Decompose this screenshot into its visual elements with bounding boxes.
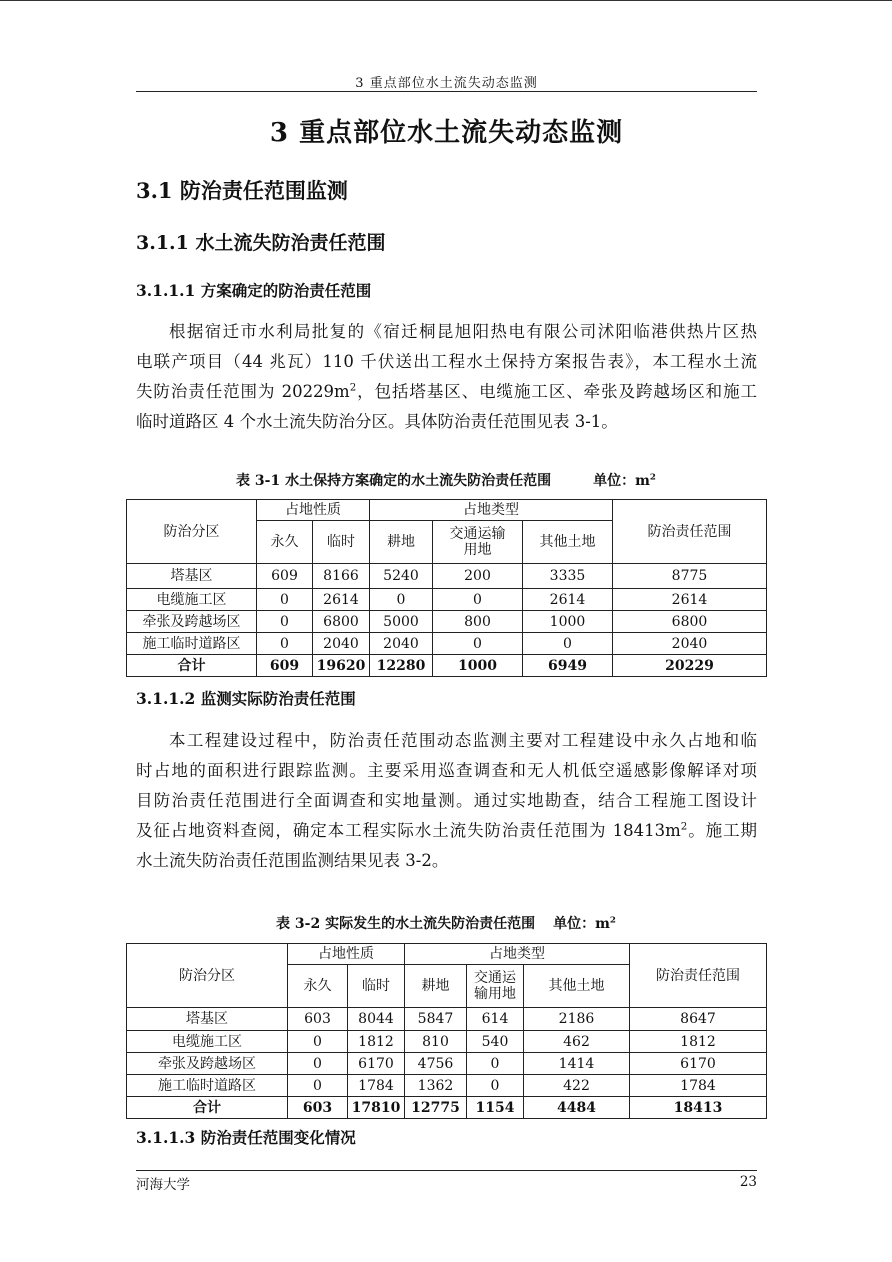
table-row (127, 633, 767, 655)
caption-unit: 单位：m (593, 473, 650, 489)
cell: 2040 (370, 633, 433, 655)
cell: 8166 (313, 564, 370, 589)
cell: 2614 (523, 589, 613, 611)
cell: 2614 (613, 589, 767, 611)
cell: 8775 (613, 564, 767, 589)
cell: 8647 (630, 1008, 767, 1031)
paragraph-line (136, 377, 757, 407)
paragraph-line: 水土流失防治责任范围监测结果见表 3-2。 (136, 851, 449, 870)
header-land-nature: 占地性质 (257, 500, 370, 521)
text-run: 及征占地资料查阅，确定本工程实际水土流失防治责任范围为 18413m (136, 821, 681, 840)
cell: 5240 (370, 564, 433, 589)
text-run: ，包括塔基区、电缆施工区、牵张及跨越场区和施工 (356, 382, 757, 401)
footer-rule (136, 1170, 757, 1171)
table-row (127, 611, 767, 633)
header-text: 交通运输 (449, 526, 506, 542)
header-farmland: 耕地 (370, 521, 433, 564)
section-heading-3-1-1-1: 3.1.1.1 方案确定的防治责任范围 (136, 281, 372, 300)
cell: 牵张及跨越场区 (127, 1053, 288, 1075)
header-text: 交通运 (474, 970, 516, 986)
cell: 614 (467, 1008, 524, 1031)
cell: 0 (467, 1075, 524, 1097)
table-row (127, 1075, 767, 1097)
cell: 6170 (348, 1053, 405, 1075)
paragraph-actual-scope (136, 726, 757, 876)
table-row (127, 1053, 767, 1075)
paragraph-line: 本工程建设过程中，防治责任范围动态监测主要对工程建设中永久占地和临 (169, 731, 757, 750)
cell: 609 (257, 655, 313, 677)
cell: 540 (467, 1031, 524, 1053)
superscript: 2 (649, 472, 656, 483)
cell: 8044 (348, 1008, 405, 1031)
header-text: 用地 (463, 542, 492, 558)
cell: 200 (433, 564, 523, 589)
cell: 施工临时道路区 (127, 1075, 288, 1097)
cell: 0 (433, 633, 523, 655)
header-other-land: 其他土地 (524, 965, 630, 1008)
cell: 0 (370, 589, 433, 611)
footer-institution: 河海大学 (136, 1177, 190, 1193)
cell: 12280 (370, 655, 433, 677)
table-3-2 (126, 943, 767, 1119)
cell: 0 (467, 1053, 524, 1075)
cell: 0 (257, 611, 313, 633)
cell: 1784 (348, 1075, 405, 1097)
header-responsibility-range: 防治责任范围 (630, 944, 767, 1008)
chapter-title: 3 重点部位水土流失动态监测 (269, 118, 624, 148)
table-caption-3-1 (126, 470, 766, 490)
top-border (0, 0, 892, 1)
cell: 4756 (405, 1053, 467, 1075)
paragraph-line: 时占地的面积进行跟踪监测。主要采用巡查调查和无人机低空遥感影像解译对项 (136, 761, 757, 780)
cell: 18413 (630, 1097, 767, 1119)
header-permanent: 永久 (257, 521, 313, 564)
section-heading-3-1-1: 3.1.1 水土流失防治责任范围 (136, 232, 386, 254)
cell: 12775 (405, 1097, 467, 1119)
cell: 19620 (313, 655, 370, 677)
cell: 电缆施工区 (127, 589, 257, 611)
paragraph-line: 目防治责任范围进行全面调查和实地量测。通过实地勘查，结合工程施工图设计 (136, 791, 757, 810)
section-heading-3-1-1-3: 3.1.1.3 防治责任范围变化情况 (136, 1128, 356, 1147)
cell: 施工临时道路区 (127, 633, 257, 655)
cell: 1812 (348, 1031, 405, 1053)
cell: 0 (288, 1031, 348, 1053)
header-land-type: 占地类型 (405, 944, 630, 965)
paragraph-line: 临时道路区 4 个水土流失防治分区。具体防治责任范围见表 3-1。 (136, 412, 618, 431)
table-row (127, 564, 767, 589)
caption-title: 表 3-2 实际发生的水土流失防治责任范围 (276, 916, 536, 932)
running-header: 3 重点部位水土流失动态监测 (355, 76, 538, 91)
cell: 1414 (524, 1053, 630, 1075)
cell: 6800 (313, 611, 370, 633)
paragraph-line: 电联产项目（44 兆瓦）110 千伏送出工程水土保持方案报告表》，本工程水土流 (136, 352, 757, 371)
table-row (127, 1031, 767, 1053)
cell: 2614 (313, 589, 370, 611)
cell: 合计 (127, 1097, 288, 1119)
caption-title: 表 3-1 水土保持方案确定的水土流失防治责任范围 (236, 473, 552, 489)
cell: 609 (257, 564, 313, 589)
cell: 810 (405, 1031, 467, 1053)
cell: 塔基区 (127, 564, 257, 589)
cell: 1362 (405, 1075, 467, 1097)
cell: 5847 (405, 1008, 467, 1031)
table-row (127, 1008, 767, 1031)
cell: 1000 (523, 611, 613, 633)
cell: 1000 (433, 655, 523, 677)
superscript: 2 (349, 382, 357, 394)
header-permanent: 永久 (288, 965, 348, 1008)
cell: 17810 (348, 1097, 405, 1119)
section-heading-3-1-1-2: 3.1.1.2 监测实际防治责任范围 (136, 689, 356, 708)
cell: 合计 (127, 655, 257, 677)
cell: 0 (288, 1053, 348, 1075)
header-text: 输用地 (474, 986, 516, 1002)
page-number: 23 (739, 1174, 757, 1190)
cell: 2040 (613, 633, 767, 655)
table-3-1 (126, 499, 767, 677)
cell: 6949 (523, 655, 613, 677)
cell: 牵张及跨越场区 (127, 611, 257, 633)
paragraph-line (136, 816, 757, 846)
cell: 0 (257, 633, 313, 655)
cell: 3335 (523, 564, 613, 589)
cell: 0 (288, 1075, 348, 1097)
cell: 0 (433, 589, 523, 611)
cell: 6800 (613, 611, 767, 633)
header-rule (136, 91, 757, 92)
header-other-land: 其他土地 (523, 521, 613, 564)
table-total-row (127, 655, 767, 677)
cell: 0 (257, 589, 313, 611)
header-farmland: 耕地 (405, 965, 467, 1008)
table-caption-3-2 (126, 913, 766, 933)
cell: 20229 (613, 655, 767, 677)
table-row (127, 589, 767, 611)
header-temporary: 临时 (313, 521, 370, 564)
cell: 4484 (524, 1097, 630, 1119)
header-traffic-land (467, 965, 524, 1008)
superscript: 2 (680, 821, 688, 833)
cell: 1812 (630, 1031, 767, 1053)
section-heading-3-1: 3.1 防治责任范围监测 (136, 178, 348, 203)
cell: 603 (288, 1097, 348, 1119)
cell: 2186 (524, 1008, 630, 1031)
header-responsibility-range: 防治责任范围 (613, 500, 767, 564)
cell: 0 (523, 633, 613, 655)
caption-unit: 单位：m (553, 916, 610, 932)
cell: 6170 (630, 1053, 767, 1075)
cell: 422 (524, 1075, 630, 1097)
header-temporary: 临时 (348, 965, 405, 1008)
header-zone: 防治分区 (127, 944, 288, 1008)
cell: 800 (433, 611, 523, 633)
cell: 462 (524, 1031, 630, 1053)
header-land-type: 占地类型 (370, 500, 613, 521)
header-traffic-land (433, 521, 523, 564)
header-zone: 防治分区 (127, 500, 257, 564)
paragraph-approved-scope (136, 317, 757, 437)
text-run: 失防治责任范围为 20229m (136, 382, 350, 401)
cell: 2040 (313, 633, 370, 655)
paragraph-line: 根据宿迁市水利局批复的《宿迁桐昆旭阳热电有限公司沭阳临港供热片区热 (169, 322, 757, 341)
cell: 603 (288, 1008, 348, 1031)
cell: 电缆施工区 (127, 1031, 288, 1053)
cell: 5000 (370, 611, 433, 633)
cell: 1784 (630, 1075, 767, 1097)
superscript: 2 (609, 915, 616, 926)
table-total-row (127, 1097, 767, 1119)
cell: 塔基区 (127, 1008, 288, 1031)
header-land-nature: 占地性质 (288, 944, 405, 965)
cell: 1154 (467, 1097, 524, 1119)
text-run: 。施工期 (687, 821, 757, 840)
